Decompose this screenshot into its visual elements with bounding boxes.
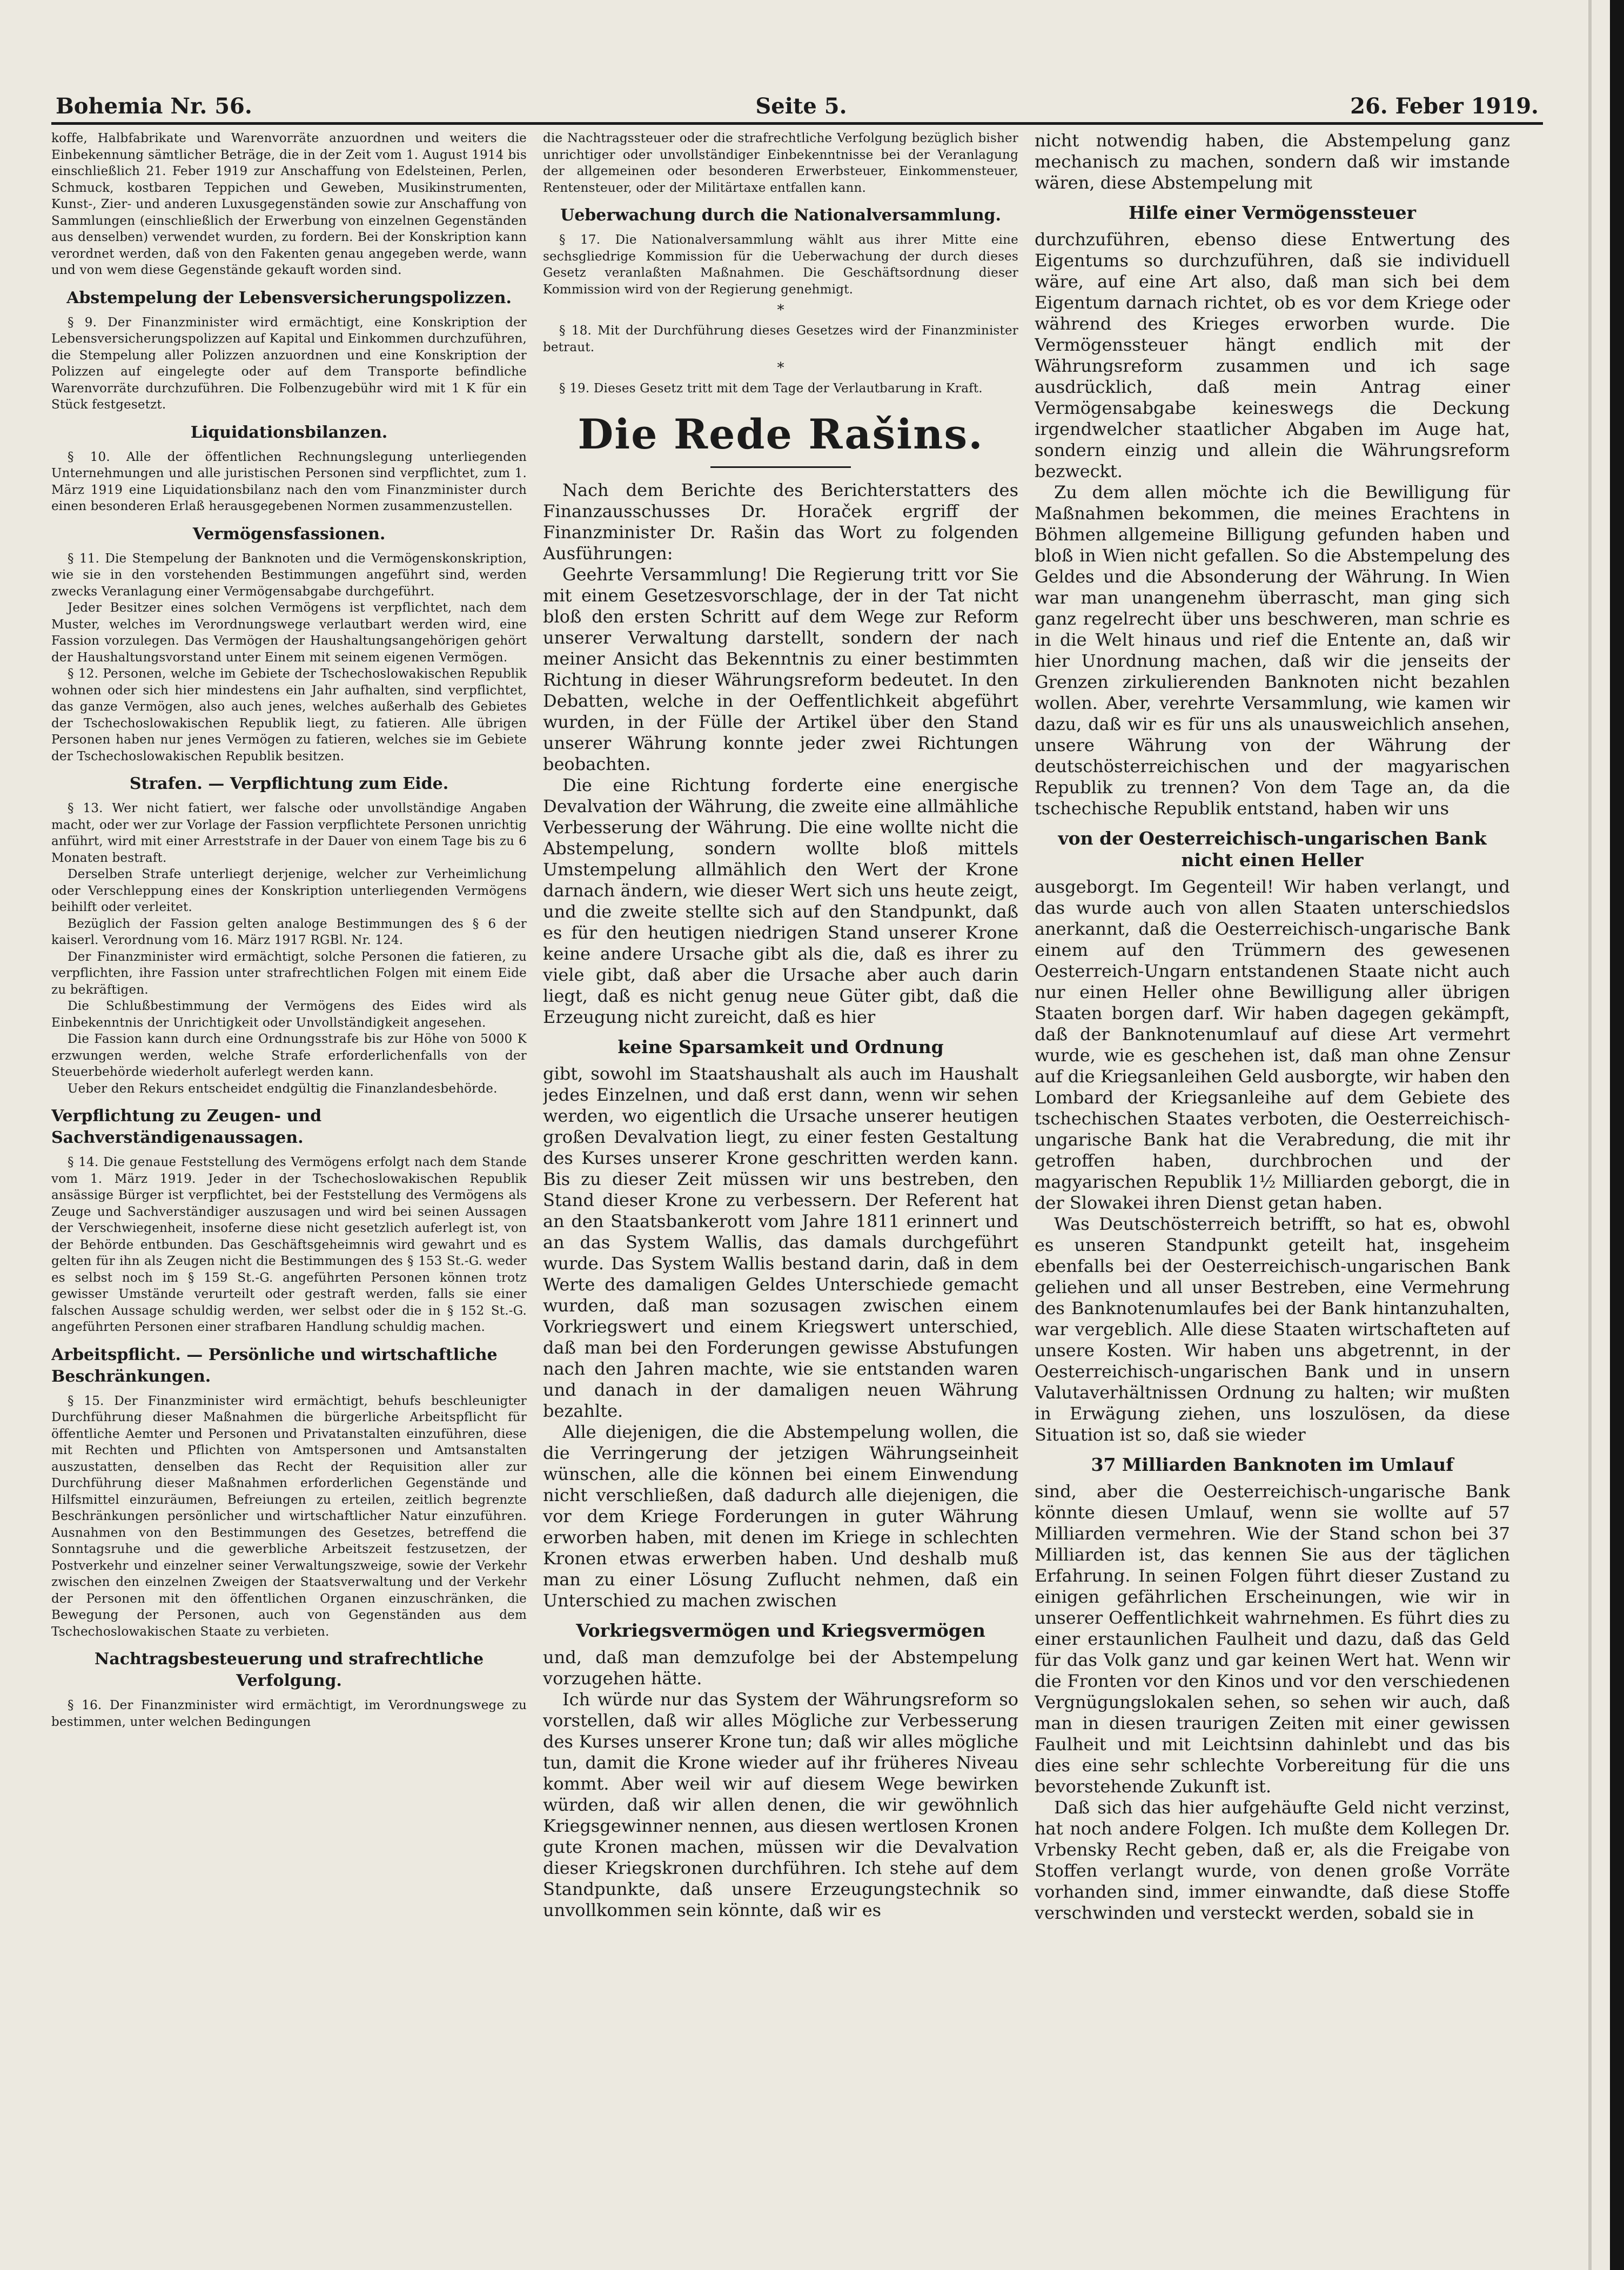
subheading: keine Sparsamkeit und Ordnung [618,1036,944,1057]
paragraph: Die eine Richtung forderte eine energische Devalvation der Währung, die zweite eine allmähliche Verbesserung der Währung. Die eine wollte nicht die Abstempelung, sondern wollte bloß mittels Umstempelung allmählich den Wert der Krone darnach ändern, wie dieser Wert sich uns heute zeigt, und die zweite stellte sich auf den Standpunkt, daß es für den heutigen niedrigen Stand unserer Krone keine andere Ursache gibt als die, daß es ihrer zu viele gibt, daß aber die Ursache aber auch darin liegt, daß es nicht genug neue Güter gibt, daß die Erzeugung nicht zureicht, daß es hier [543,774,1018,1027]
paragraph: Ueber den Rekurs entscheidet endgültig die Finanzlandesbehörde. [68,1081,498,1096]
header-page-number: Seite 5. [755,93,847,119]
paragraph: Die Fassion kann durch eine Ordnungsstrafe bis zur Höhe von 5000 K erzwungen werden, welche Strafe erforderlichenfalls von der Steuerbehörde wiederholt auferlegt werden kann. [51,1032,527,1079]
column-1 [51,130,527,2243]
subheading: Vorkriegsvermögen und Kriegsvermögen [576,1619,985,1641]
paragraph: Ich würde nur das System der Währungsreform so vorstellen, daß wir alles Mögliche zur Verbesserung des Kurses unserer Krone tun; daß wir alles mögliche tun, damit die Krone wieder auf ihr früheres Niveau kommt. Aber weil wir auf diesem Wege bewirken würden, daß wir allen denen, die wir gewöhnlich Kriegsgewinner nennen, aus diesen wertlosen Kronen gute Kronen machen, müssen wir die Devalvation dieser Kriegskronen durchführen. Ich stehe auf dem Standpunkte, daß unsere Erzeugungstechnik so unvollkommen sein könnte, daß wir es [543,1689,1018,1920]
subheading: Nachtragsbesteuerung und strafrechtliche Verfolgung. [94,1650,484,1690]
separator-star: * [777,360,784,376]
paragraph: § 11. Die Stempelung der Banknoten und die Vermögenskonskription, wie sie in den vorstehenden Bestimmungen angeführt sind, werden zwecks Veranlagung einer Vermögensabgabe durchgeführt. [51,551,527,599]
paragraph: Daß sich das hier aufgehäufte Geld nicht verzinst, hat noch andere Folgen. Ich mußte dem Kollegen Dr. Vrbensky Recht geben, daß er, als die Freigabe von Stoffen verlangt wurde, von denen große Vorräte vorhanden sind, immer einwandte, daß diese Stoffe verschwinden und versteckt werden, sobald sie in [1035,1797,1510,1923]
paragraph: § 10. Alle der öffentlichen Rechnungslegung unterliegenden Unternehmungen und alle juristischen Personen sind verpflichtet, zum 1. März 1919 eine Liquidationsbilanz nach den vom Finanzminister durch einen besonderen Erlaß herausgegebenen Normen zusammenzustellen. [51,450,527,513]
subheading: Hilfe einer Vermögenssteuer [1128,202,1417,223]
column-3 [1035,130,1510,2243]
paragraph: durchzuführen, ebenso diese Entwertung des Eigentums so durchzuführen, daß sie individuell wäre, auf eine Art also, daß man sich bei dem Eigentum darnach richtet, ob es vor dem Kriege oder während des Krieges erworben wurde. Die Vermögenssteuer hängt endlich mit der Währungsreform zusammen und ich sage ausdrücklich, daß mein Antrag einer Vermögensabgabe keineswegs die Deckung irgendwelcher staatlicher Abgaben im Auge hat, sondern einzig und allein die Währungsreform bezweckt. [1035,229,1510,481]
paragraph: sind, aber die Oesterreichisch-ungarische Bank könnte diesen Umlauf, wenn sie wollte auf 57 Milliarden vermehren. Wie der Stand schon bei 37 Milliarden ist, das kennen Sie aus der täglichen Erfahrung. In seinen Folgen führt dieser Zustand zu einigen gefährlichen Erscheinungen, wie wir in unserer Oeffentlichkeit wahrnehmen. Es führt dies zu einer erstaunlichen Faulheit und dazu, daß das Geld für das Volk ganz und gar keinen Wert hat. Wenn wir die Fronten vor den Kinos und vor den verschiedenen Vergnügungslokalen sehen, so sehen wir auch, daß man in diesen traurigen Zeiten mit einer gewissen Faulheit und mit Leichtsinn dahinlebt und das bis dies eine sehr schlechte Vorbereitung für die uns bevorstehende Zukunft ist. [1035,1481,1510,1797]
paragraph: § 19. Dieses Gesetz tritt mit dem Tage der Verlautbarung in Kraft. [559,381,983,396]
paragraph: § 18. Mit der Durchführung dieses Gesetzes wird der Finanzminister betraut. [543,324,1018,354]
subheading: Vermögensfassionen. [192,524,386,544]
paragraph: Jeder Besitzer eines solchen Vermögens ist verpflichtet, nach dem Muster, welches im Verordnungswege verlautbart werden wird, eine Fassion vorzulegen. Das Vermögen der Haushaltungsangehörigen gehört der Haushaltungsvorstand unter Einem mit seinem eigenen Vermögen. [51,601,527,665]
scan-edge [1610,0,1624,2270]
paragraph: § 16. Der Finanzminister wird ermächtigt, im Verordnungswege zu bestimmen, unter welchen Bedingungen [51,1698,527,1729]
paragraph: nicht notwendig haben, die Abstempelung ganz mechanisch zu machen, sondern daß wir imstande wären, diese Abstempelung mit [1035,130,1510,193]
subheading: Ueberwachung durch die Nationalversammlung. [560,206,1001,225]
paragraph: Bezüglich der Fassion gelten analoge Bestimmungen des § 6 der kaiserl. Verordnung vom 16. März 1917 RGBl. Nr. 124. [51,916,527,947]
subheading: 37 Milliarden Banknoten im Umlauf [1091,1454,1454,1475]
subheading: Strafen. — Verpflichtung zum Eide. [129,774,449,793]
subheading: Verpflichtung zu Zeugen- und Sachverständigenaussagen. [51,1107,322,1147]
article-title: Die Rede Rašins. [578,410,984,458]
subheading: Arbeitspflicht. — Persönliche und wirtschaftliche Beschränkungen. [51,1345,498,1386]
paragraph: Geehrte Versammlung! Die Regierung tritt vor Sie mit einem Gesetzesvorschlage, der in der Tat nicht bloß den ersten Schritt auf dem Wege zur Reform unserer Verwaltung darstellt, sondern der nach meiner Ansicht das Bekenntnis zu einer bestimmten Richtung in dieser Währungsreform bedeutet. In den Debatten, welche in der Oeffentlichkeit abgeführt wurden, in der Fülle der Artikel über den Stand unserer Währung konnte jeder zwei Richtungen beobachten. [543,564,1018,774]
paragraph: und, daß man demzufolge bei der Abstempelung vorzugehen hätte. [543,1646,1018,1689]
paragraph: Alle diejenigen, die die Abstempelung wollen, die die Verringerung der jetzigen Währungseinheit wünschen, alle die können bei einem Einwendung nicht verschließen, daß dadurch alle diejenigen, die vor dem Kriege Forderungen in guter Währung erworben haben, mit denen im Kriege in schlechten Kronen etwas erwerben haben. Und deshalb muß man zu einer Lösung Zuflucht nehmen, daß ein Unterschied zu machen zwischen [543,1421,1018,1611]
paragraph: gibt, sowohl im Staatshaushalt als auch im Haushalt jedes Einzelnen, und daß erst dann, wenn wir sehen werden, wo eigentlich die Ursache unserer heutigen großen Devalvation liegt, zu einer festen Gestaltung des Kurses unserer Krone geschritten werden kann. Bis zu dieser Zeit müssen wir uns bestreben, den Stand dieser Krone zu verbessern. Der Referent hat an den Staatsbankerott vom Jahre 1811 erinnert und an das System Wallis, das damals durchgeführt wurde. Das System Wallis bestand darin, daß in dem Werte des damaligen Geldes Unterschiede gemacht wurden, daß man sozusagen zwischen einem Vorkriegswert und einem Kriegswert unterschied, daß man bei den Forderungen gewisse Abstufungen nach den Jahren machte, wie sie entstanden waren und danach in der damaligen neuen Währung bezahlte. [543,1063,1018,1421]
subheading: von der Oesterreichisch-ungarischen Bank nicht einen Heller [1058,828,1487,870]
paragraph: die Nachtragssteuer oder die strafrechtliche Verfolgung bezüglich bisher unrichtiger oder unvollständiger Einbekenntnisse bei der Veranlagung der allgemeinen oder besonderen Erwerbsteuer, Einkommensteuer, Rentensteuer, oder der Militärtaxe entfallen kann. [543,131,1018,195]
columns [51,130,1543,2243]
title-rule [710,466,851,468]
scan-fold [1588,0,1592,2270]
paragraph: § 14. Die genaue Feststellung des Vermögens erfolgt nach dem Stande vom 1. März 1919. Jeder in der Tschechoslowakischen Republik ansässige Bürger ist verpflichtet, bei der Feststellung des Vermögens als Zeuge und Sachverständiger auszusagen und wird bei seinen Aussagen der Verschwiegenheit, insoferne diese nicht gesetzlich auferlegt ist, von der Behörde entbunden. Das Geschäftsgeheimnis wird gewahrt und es gelten für ihn als Zeugen nicht die Bestimmungen des § 153 St.-G. weder es selbst noch im § 159 St.-G. angeführten Personen können trotz gewisser Umstände verurteilt oder gestraft werden, falls sie einer falschen Aussage schuldig werden, wer selbst oder die in § 152 St.-G. angeführten Personen einer strafbaren Handlung schuldig machen. [51,1155,527,1334]
page-header [51,86,1543,125]
separator-star: * [777,302,784,318]
column-2 [543,130,1018,2243]
paragraph: § 17. Die Nationalversammlung wählt aus ihrer Mitte eine sechsgliedrige Kommission für die Ueberwachung der durch dieses Gesetz veranlaßten Maßnahmen. Die Geschäftsordnung dieser Kommission wird von der Regierung genehmigt. [543,233,1018,297]
paragraph: § 9. Der Finanzminister wird ermächtigt, eine Konskription der Lebensversicherungspolizzen auf Kapital und Einkommen durchzuführen, die Stempelung aller Polizzen anzuordnen und eine Konskription der Polizzen auf eingelegte oder auf dem Transporte befindliche Warenvorräte durchzuführen. Die Folbenzugebühr wird mit 1 K für ein Stück festgesetzt. [51,315,527,412]
paragraph: koffe, Halbfabrikate und Warenvorräte anzuordnen und weiters die Einbekennung sämtlicher Beträge, die in der Zeit vom 1. August 1914 bis einschließlich 21. Feber 1919 zur Anschaffung von Edelsteinen, Perlen, Schmuck, kostbaren Teppichen und Geweben, Musikinstrumenten, Kunst-, Zier- und anderen Luxusgegenständen sowie zur Anschaffung von Sammlungen (einschließlich der Erwerbung von einzelnen Gegenständen aus denselben) verwendet wurden, zu fordern. Bei der Konskription kann verordnet werden, daß von den Fakenten genau angegeben werde, wann und von wem diese Gegenstände gekauft worden sind. [51,131,527,277]
paragraph: § 12. Personen, welche im Gebiete der Tschechoslowakischen Republik wohnen oder sich hier mindestens ein Jahr aufhalten, sind verpflichtet, das ganze Vermögen, also auch jenes, welches außerhalb des Gebietes der Tschechoslowakischen Republik liegt, zu fatieren. Alle übrigen Personen haben nur jenes Vermögen zu fatieren, welches sie im Gebiete der Tschechoslowakischen Republik besitzen. [51,667,527,764]
subheading: Abstempelung der Lebensversicherungspolizzen. [66,288,512,307]
paragraph: § 13. Wer nicht fatiert, wer falsche oder unvollständige Angaben macht, oder wer zur Vorlage der Fassion verpflichtete Personen unrichtig anführt, wird mit einer Arreststrafe in der Dauer von einem Tage bis zu 6 Monaten bestraft. [51,801,527,865]
paragraph: Derselben Strafe unterliegt derjenige, welcher zur Verheimlichung oder Verschleppung eines der Konskription unterliegenden Vermögens beihilft oder verleitet. [51,867,527,914]
paragraph: Nach dem Berichte des Berichterstatters des Finanzausschusses Dr. Horaček ergriff der Finanzminister Dr. Rašin das Wort zu folgenden Ausführungen: [543,479,1018,564]
subheading: Liquidationsbilanzen. [190,423,388,442]
paragraph: Was Deutschösterreich betrifft, so hat es, obwohl es unseren Standpunkt geteilt hat, insgeheim ebenfalls bei der Oesterreichisch-ungarischen Bank geliehen und all unser Bestreben, eine Vermehrung des Banknotenumlaufes bei der Bank hintanzuhalten, war vergeblich. Alle diese Staaten wirtschafteten auf unsere Kosten. Wir haben uns abgetrennt, in der Oesterreichisch-ungarischen Bank und in unsern Valutaverhältnissen Ordnung zu halten; wir mußten in Erwägung ziehen, uns loszulösen, da diese Situation ist so, daß sie wieder [1035,1214,1510,1445]
paragraph: Der Finanzminister wird ermächtigt, solche Personen die fatieren, zu verpflichten, ihre Fassion unter strafrechtlichen Folgen mit einem Eide zu bekräftigen. [51,949,527,997]
paragraph: § 15. Der Finanzminister wird ermächtigt, behufs beschleunigter Durchführung dieser Maßnahmen die bürgerliche Arbeitspflicht für öffentliche Aemter und Personen und Privatanstalten einzuführen, diese mit Rechten und Pflichten von Amtspersonen und Amtsanstalten auszustatten, denselben das Recht der Requisition aller zur Durchführung dieser Maßnahmen erforderlichen Gegenstände und Hilfsmittel einzuräumen, Befreiungen zu erteilen, zeitlich begrenzte Beschränkungen persönlicher und wirtschaftlicher Natur einzuführen. Ausnahmen von den Bestimmungen des Gesetzes, betreffend die Sonntagsruhe und die gewerbliche Arbeitszeit festzusetzen, der Postverkehr und einzelner seiner Verwaltungszweige, sowie der Verkehr zwischen den einzelnen Zweigen der Staatsverwaltung und der Verkehr der Personen mit den öffentlichen Organen einzuschränken, die Bewegung der Personen, auch von Gegenständen aus dem Tschechoslowakischen Staate zu verbieten. [51,1394,527,1639]
paragraph: Zu dem allen möchte ich die Bewilligung für Maßnahmen bekommen, die meines Erachtens in Böhmen allgemeine Billigung gefunden haben und bloß in Wien nicht gefallen. So die Abstempelung des Geldes und die Absonderung der Währung. In Wien war man unangenehm überrascht, man ging sich ganz regelrecht über uns beschweren, man schrie es in die Welt hinaus und rief die Entente an, daß wir hier Unordnung machen, daß wir die jenseits der Grenzen zirkulierenden Banknoten nicht bezahlen wollen. Aber, verehrte Versammlung, wie kamen wir dazu, daß wir es für uns als unausweichlich ansehen, unsere Währung von der Währung der deutschösterreichischen und der magyarischen Republik zu trennen? Von dem Tage an, da die tschechische Republik entstand, haben wir uns [1035,482,1510,819]
paragraph: Die Schlußbestimmung der Vermögens des Eides wird als Einbekenntnis der Unrichtigkeit oder Unvollständigkeit angesehen. [51,999,527,1030]
paragraph: ausgeborgt. Im Gegenteil! Wir haben verlangt, und das wurde auch von allen Staaten unterschiedslos anerkannt, daß die Oesterreichisch-ungarische Bank einem auf den Trümmern des gewesenen Oesterreich-Ungarn entstandenen Staate nicht auch nur einen Heller ohne Bewilligung aller übrigen Staaten borgen darf. Wir haben dagegen gekämpft, daß der Banknotenumlauf auf diese Art vermehrt wurde, wie es geschehen ist, daß man ohne Zensur auf die Kriegsanleihen Geld ausborgte, wir haben den Lombard der Kriegsanleihe auf dem Gebiete des tschechischen Staates verboten, die Oesterreichisch-ungarische Bank hat die Verabredung, die mit ihr getroffen haben, durchbrochen und der magyarischen Republik 1½ Milliarden geborgt, die in der Slowakei ihren Dienst getan haben. [1035,876,1510,1213]
header-masthead: Bohemia Nr. 56. [56,93,252,119]
header-date: 26. Feber 1919. [1350,93,1539,119]
